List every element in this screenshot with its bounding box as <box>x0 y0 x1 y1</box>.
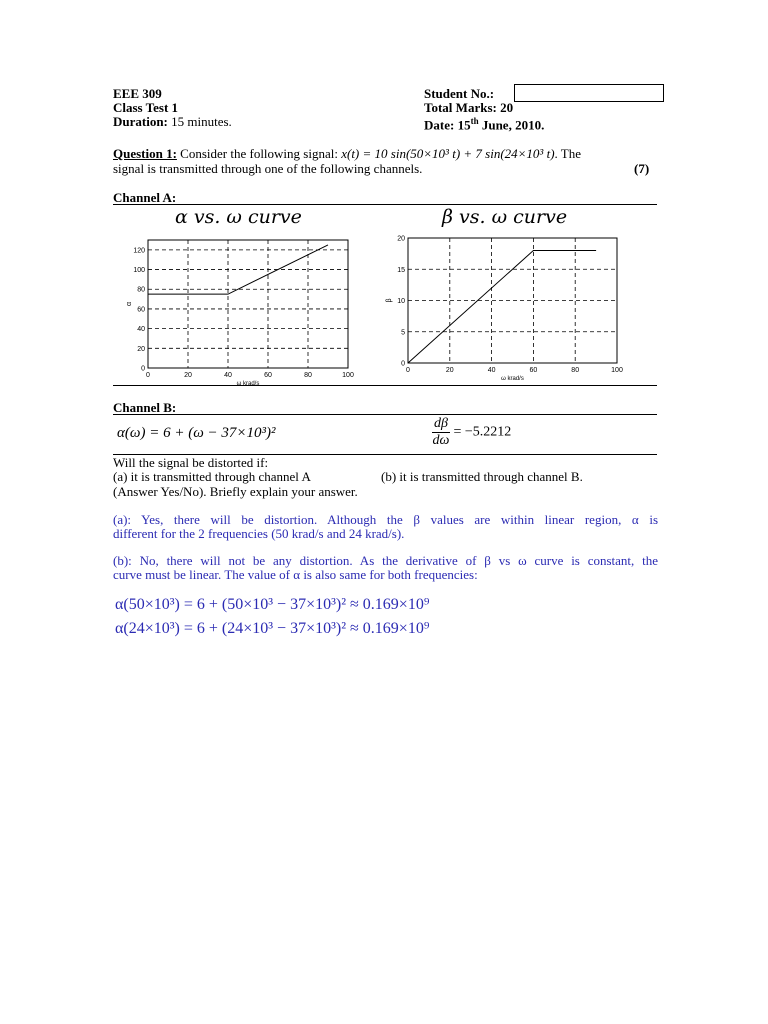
channel-b-alpha-equation: α(ω) = 6 + (ω − 37×10³)² <box>117 425 276 441</box>
beta-chart-series-line <box>408 251 596 364</box>
beta-chart <box>378 230 628 385</box>
alpha-chart-plot-frame <box>148 240 348 368</box>
answer-a-line-2: different for the 2 frequencies (50 krad/s and 24 krad/s). <box>113 526 405 541</box>
alpha-chart-x-tick-label: 60 <box>264 372 272 379</box>
date-label: Date: 15 <box>424 117 471 133</box>
answer-b-line-2: curve must be linear. The value of α is also same for both frequencies: <box>113 567 478 582</box>
prompt-line-3: (Answer Yes/No). Briefly explain your answer. <box>113 484 358 499</box>
answer-a-line-1: (a): Yes, there will be distortion. Although the β values are within linear region, α is <box>113 512 658 527</box>
student-no-field[interactable] <box>514 84 664 102</box>
signal-expression: x(t) = 10 sin(50×10³ t) + 7 sin(24×10³ t) <box>341 146 555 161</box>
alpha-chart-x-tick-label: 20 <box>184 372 192 379</box>
beta-chart-y-tick-label: 15 <box>397 266 405 274</box>
answer-b-line-1: (b): No, there will not be any distortion. As the derivative of β vs ω curve is constant, the <box>113 553 658 568</box>
student-no-label: Student No.: <box>424 86 495 101</box>
question-line-1 <box>113 146 663 161</box>
alpha-chart-y-tick-label: 20 <box>137 345 145 353</box>
alpha-chart-y-tick-label: 120 <box>133 247 145 255</box>
beta-chart-y-tick-label: 0 <box>401 360 405 368</box>
alpha-chart <box>110 235 360 385</box>
date <box>424 114 544 132</box>
alpha-chart-x-axis-label: ω krad/s <box>236 381 260 385</box>
question-text-a: Consider the following signal: <box>180 146 338 161</box>
dbeta-numerator: dβ <box>434 416 448 431</box>
alpha-chart-y-tick-label: 60 <box>137 306 145 314</box>
beta-chart-x-tick-label: 100 <box>611 367 623 374</box>
alpha-chart-y-tick-label: 80 <box>137 286 145 294</box>
alpha-chart-y-tick-label: 40 <box>137 326 145 334</box>
divider <box>113 385 657 386</box>
test-name: Class Test 1 <box>113 100 179 115</box>
beta-chart-x-tick-label: 60 <box>529 367 538 374</box>
divider <box>113 414 657 415</box>
dbeta-denominator: dω <box>432 433 450 448</box>
beta-chart-x-tick-label: 0 <box>406 367 410 374</box>
question-text-b: . The <box>554 146 582 161</box>
alpha-chart-x-tick-label: 80 <box>304 372 312 379</box>
beta-chart-x-tick-label: 80 <box>571 367 580 374</box>
beta-chart-y-tick-label: 10 <box>397 298 405 305</box>
prompt-option-b: (b) it is transmitted through channel B. <box>381 469 583 484</box>
total-marks: Total Marks: 20 <box>424 100 514 115</box>
channel-b-beta-derivative <box>432 416 511 449</box>
prompt-option-a: (a) it is transmitted through channel A <box>113 469 311 484</box>
channel-b-label: Channel B: <box>113 400 177 415</box>
duration-label: Duration: <box>113 114 168 129</box>
answer-equation-2: α(24×10³) = 6 + (24×10³ − 37×10³)² ≈ 0.169×10⁹ <box>115 620 430 637</box>
question-line-2: signal is transmitted through one of the following channels. <box>113 161 423 176</box>
alpha-chart-y-axis-label: α <box>126 301 133 307</box>
alpha-chart-x-tick-label: 100 <box>342 372 354 379</box>
duration <box>113 114 232 129</box>
beta-chart-x-axis-label: ω krad/s <box>501 376 524 382</box>
beta-chart-x-tick-label: 40 <box>487 367 496 374</box>
beta-chart-x-tick-label: 20 <box>445 367 454 374</box>
beta-chart-y-axis-label: β <box>386 298 393 303</box>
alpha-chart-x-tick-label: 40 <box>224 372 232 379</box>
duration-value: 15 minutes. <box>171 114 232 129</box>
alpha-chart-x-tick-label: 0 <box>146 372 150 379</box>
date-rest: June, 2010. <box>478 117 545 133</box>
beta-chart-y-tick-label: 5 <box>401 329 405 337</box>
dbeta-value: = −5.2212 <box>453 424 512 440</box>
course-code: EEE 309 <box>113 86 162 101</box>
beta-curve-title: β vs. ω curve <box>442 206 568 228</box>
alpha-chart-y-tick-label: 100 <box>133 267 145 275</box>
divider <box>113 204 657 205</box>
date-sup: th <box>470 116 479 126</box>
answer-equation-1: α(50×10³) = 6 + (50×10³ − 37×10³)² ≈ 0.169×10⁹ <box>115 596 430 613</box>
channel-a-label: Channel A: <box>113 190 177 205</box>
prompt-line-1: Will the signal be distorted if: <box>113 455 269 470</box>
alpha-chart-y-tick-label: 0 <box>141 365 145 373</box>
alpha-chart-series-line <box>148 245 328 294</box>
beta-chart-y-tick-label: 20 <box>397 235 405 243</box>
question-marks: (7) <box>634 161 650 176</box>
question-label: Question 1: <box>113 146 177 161</box>
alpha-curve-title: α vs. ω curve <box>175 206 302 228</box>
